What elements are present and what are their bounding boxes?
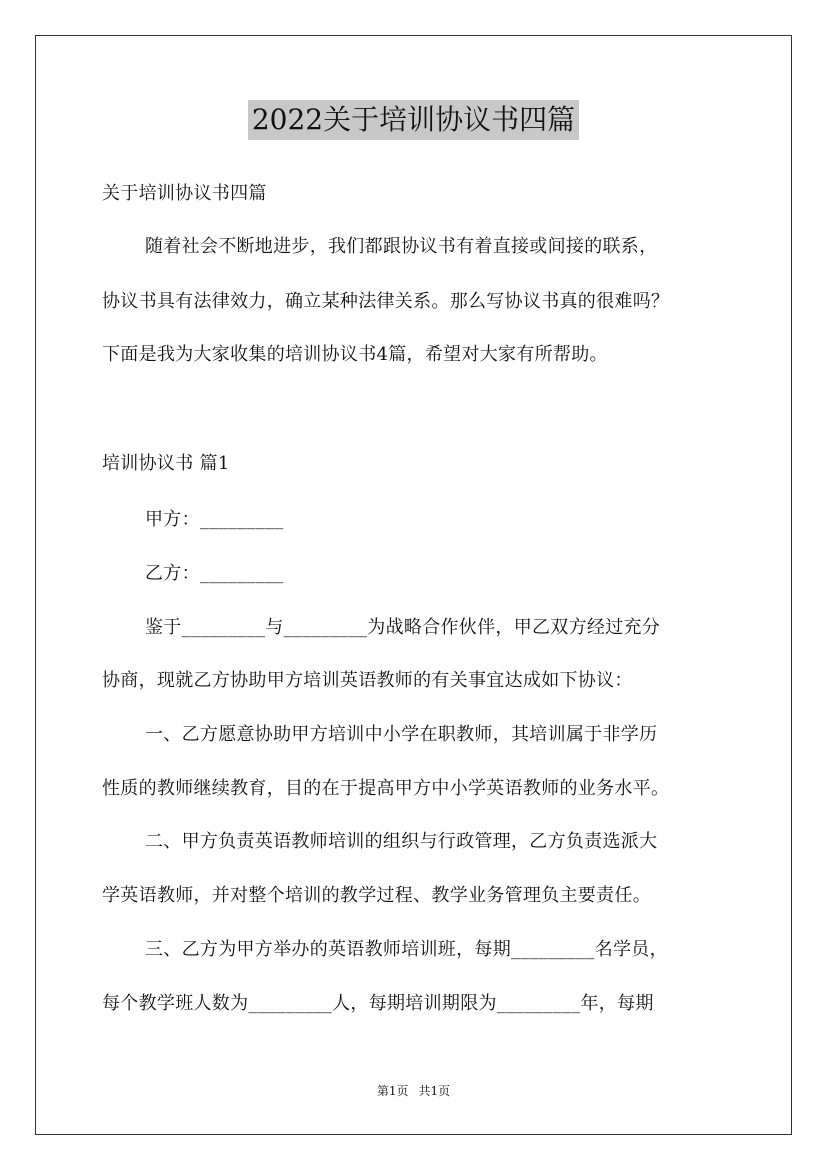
intro-line-1: 随着社会不断地进步，我们都跟协议书有着直接或间接的联系，: [145, 236, 658, 257]
body-line-2: 协商，现就乙方协助甲方培训英语教师的有关事宜达成如下协议：: [102, 670, 633, 691]
body-line-5: 二、甲方负责英语教师培训的组织与行政管理，乙方负责选派大: [145, 831, 658, 852]
body-line-3: 一、乙方愿意协助甲方培训中小学在职教师，其培训属于非学历: [145, 724, 658, 745]
body-line-4: 性质的教师继续教育，目的在于提高甲方中小学英语教师的业务水平。: [102, 778, 670, 799]
body-line-6: 学英语教师，并对整个培训的教学过程、教学业务管理负主要责任。: [102, 885, 651, 906]
body-line-7: 三、乙方为甲方举办的英语教师培训班，每期_________名学员，: [145, 939, 668, 960]
document-subtitle: 关于培训协议书四篇: [102, 183, 267, 204]
page-number: 第1页: [376, 1084, 409, 1098]
party-a-line: 甲方：_________: [145, 509, 284, 530]
body-line-8: 每个教学班人数为_________人，每期培训期限为_________年，每期: [102, 993, 654, 1014]
title-container: [0, 100, 827, 140]
party-b-line: 乙方：_________: [145, 563, 284, 584]
page-footer: [0, 1083, 827, 1099]
body-line-1: 鉴于_________与_________为战略合作伙伴，甲乙双方经过充分: [145, 617, 661, 638]
page-total: 共1页: [418, 1084, 451, 1098]
intro-line-2: 协议书具有法律效力，确立某种法律关系。那么写协议书真的很难吗？: [102, 291, 670, 312]
section-heading: 培训协议书 篇1: [102, 453, 230, 474]
intro-line-3: 下面是我为大家收集的培训协议书4篇，希望对大家有所帮助。: [102, 344, 608, 365]
document-title: 2022关于培训协议书四篇: [248, 100, 579, 140]
